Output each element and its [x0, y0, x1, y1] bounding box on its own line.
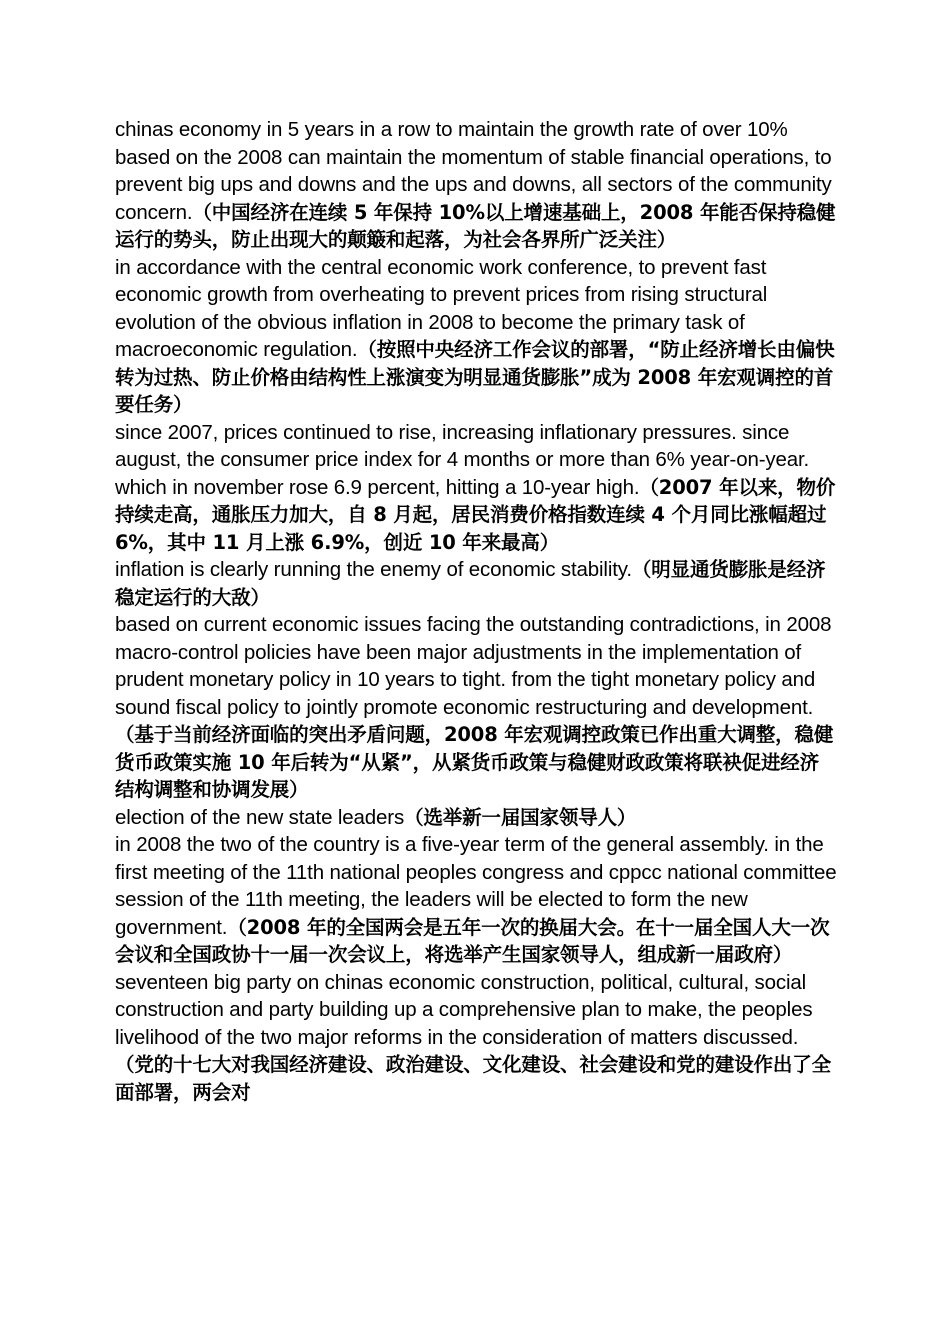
paragraph-chinese-text: （明显通货膨胀是经济稳定运行的大敌） — [115, 558, 826, 609]
paragraph-english-text: in accordance with the central economic work conference, to prevent fast economic growth from overheating to prevent prices from rising structural evolution of the obvious inflation in 2008 to become the primary task of macroeconomic regulation. — [115, 255, 768, 361]
paragraph-two-sessions — [115, 831, 837, 969]
paragraph-chinese-text: （基于当前经济面临的突出矛盾问题，2008 年宏观调控政策已作出重大调整，稳健货币政策实施 10 年后转为“从紧”，从紧货币政策与稳健财政政策将联袂促进经济结构调整和协调发展） — [115, 723, 834, 801]
paragraph-chinese-text: （党的十七大对我国经济建设、政治建设、文化建设、社会建设和党的建设作出了全面部署，两会对 — [115, 1053, 831, 1104]
paragraph-chinese-text: （2008 年的全国两会是五年一次的换届大会。在十一届全国人大一次会议和全国政协十一届一次会议上，将选举产生国家领导人，组成新一届政府） — [115, 915, 830, 966]
paragraph-english-text: seventeen big party on chinas economic construction, political, cultural, social construction and party building up a comprehensive plan to make, the peoples livelihood of the two major reforms in the consideration of matters discussed. — [115, 970, 813, 1049]
paragraph-english-text: since 2007, prices continued to rise, increasing inflationary pressures. since august, the consumer price index for 4 months or more than 6% year-on-year. which in november rose 6.9 percent, hitting a 10-year high. — [115, 420, 810, 499]
paragraph-election-heading — [115, 804, 837, 832]
paragraph-inflation-enemy — [115, 556, 837, 611]
paragraph-english-text: inflation is clearly running the enemy of economic stability. — [115, 558, 632, 581]
paragraph-chinese-text: （中国经济在连续 5 年保持 10%以上增速基础上，2008 年能否保持稳健运行的势头，防止出现大的颠簸和起落，为社会各界所广泛关注） — [115, 200, 836, 251]
paragraph-macro-regulation — [115, 254, 837, 419]
paragraph-english-text: election of the new state leaders — [115, 805, 405, 829]
paragraph-party-congress — [115, 969, 837, 1107]
paragraph-chinese-text: （2007 年以来，物价持续走高，通胀压力加大，自 8 月起，居民消费价格指数连续 4 个月同比涨幅超过 6%，其中 11 月上涨 6.9%，创近 10 年来最高） — [115, 475, 836, 554]
paragraph-prices-rise — [115, 419, 837, 557]
document-body — [115, 116, 837, 1106]
paragraph-chinese-text: （选举新一届国家领导人） — [404, 805, 637, 829]
paragraph-english-text: chinas economy in 5 years in a row to maintain the growth rate of over 10% based on the 2008 can maintain the momentum of stable financial operations, to prevent big ups and downs and the ups and downs, all sectors of the community concern. — [115, 118, 832, 224]
paragraph-english-text: based on current economic issues facing the outstanding contradictions, in 2008 macro-control policies have been major adjustments in the implementation of prudent monetary policy in 10 years to tight. from the tight monetary policy and sound fiscal policy to jointly promote economic restructuring and development. — [115, 613, 832, 719]
paragraph-policy-adjustment — [115, 611, 837, 804]
paragraph-chinese-text: （按照中央经济工作会议的部署，“防止经济增长由偏快转为过热、防止价格由结构性上涨演变为明显通货膨胀”成为 2008 年宏观调控的首要任务） — [115, 338, 835, 416]
paragraph-english-text: in 2008 the two of the country is a five-year term of the general assembly. in the first meeting of the 11th national peoples congress and cppcc national committee session of the 11th meeting, the leaders will be elected to form the new government. — [115, 833, 837, 939]
paragraph-economy-growth — [115, 116, 837, 254]
